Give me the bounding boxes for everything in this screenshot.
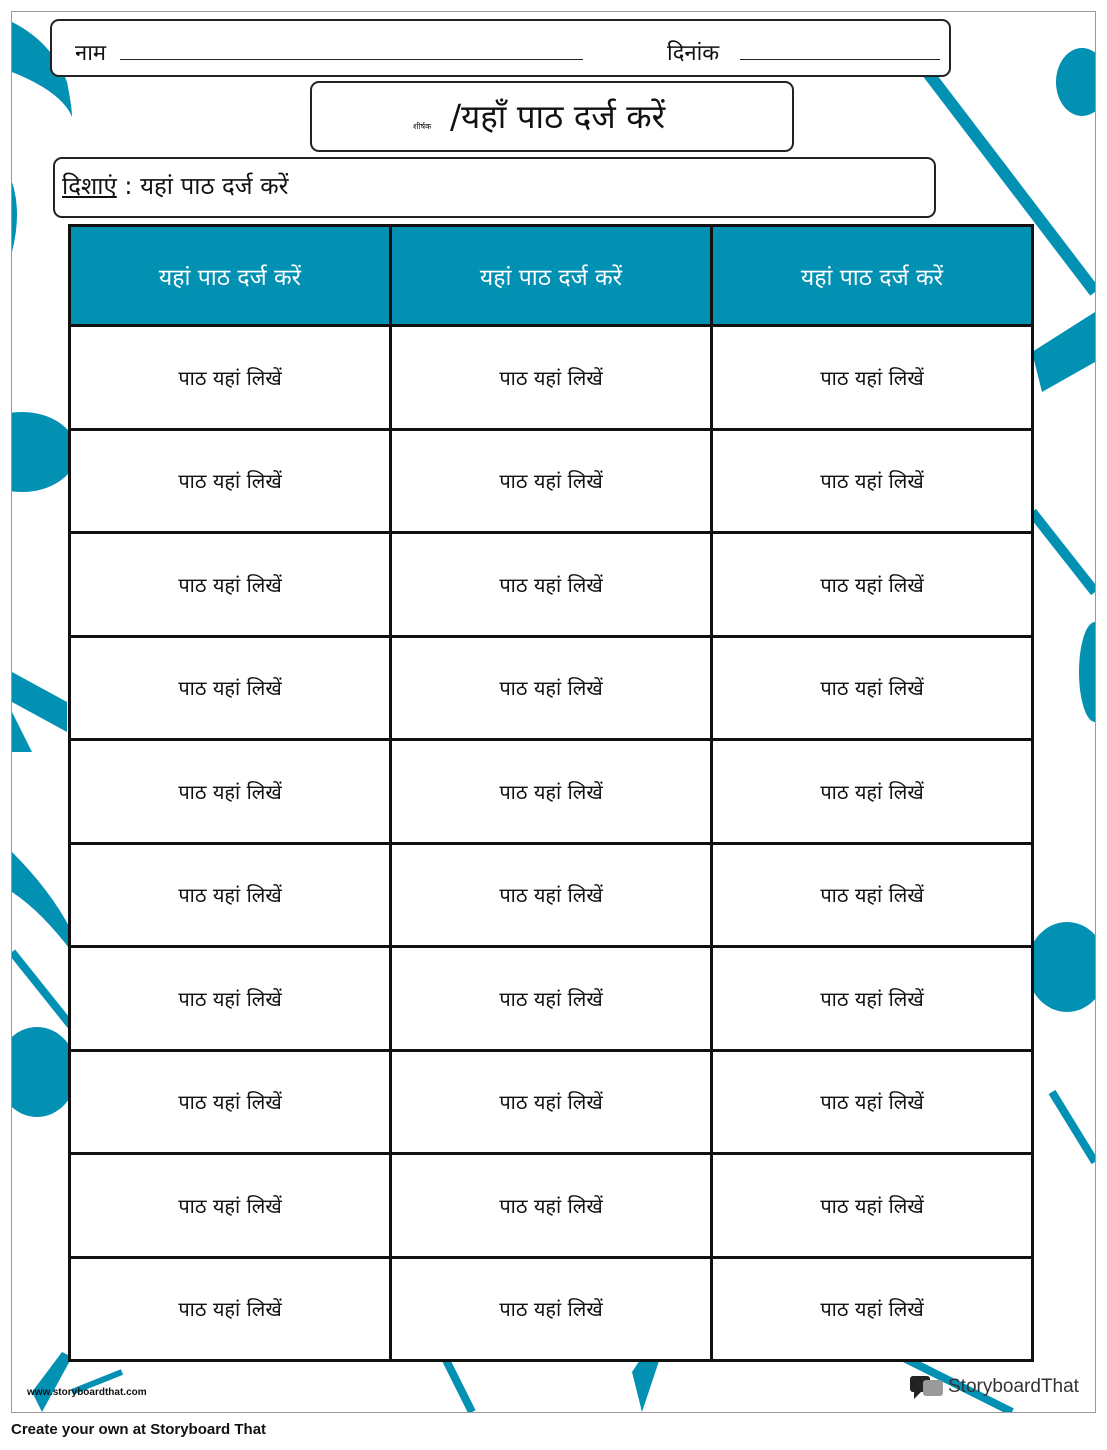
table-cell: पाठ यहां लिखें bbox=[70, 429, 391, 533]
table-cell: पाठ यहां लिखें bbox=[712, 429, 1033, 533]
table-cell: पाठ यहां लिखें bbox=[391, 429, 712, 533]
table-cell: पाठ यहां लिखें bbox=[391, 533, 712, 637]
table-cell: पाठ यहां लिखें bbox=[712, 843, 1033, 947]
table-cell: पाठ यहां लिखें bbox=[391, 740, 712, 844]
create-your-own-link[interactable]: Create your own at Storyboard That bbox=[11, 1421, 267, 1438]
table-cell: पाठ यहां लिखें bbox=[712, 1257, 1033, 1361]
table-row bbox=[70, 1154, 1033, 1258]
music-note-flag-icon bbox=[12, 852, 72, 952]
footer-url[interactable]: www.storyboardthat.com bbox=[27, 1387, 147, 1398]
table-cell: पाठ यहां लिखें bbox=[70, 843, 391, 947]
worksheet-table bbox=[68, 224, 1034, 1362]
page-title: /यहाँ पाठ दर्ज करें bbox=[450, 97, 666, 136]
table-row bbox=[70, 533, 1033, 637]
table-header-cell: यहां पाठ दर्ज करें bbox=[712, 226, 1033, 326]
directions-label: दिशाएं bbox=[62, 172, 117, 200]
table-header-row bbox=[70, 226, 1033, 326]
music-note-head-icon bbox=[1027, 922, 1095, 1012]
table-cell: पाठ यहां लिखें bbox=[712, 533, 1033, 637]
table-cell: पाठ यहां लिखें bbox=[391, 1154, 712, 1258]
table-cell: पाठ यहां लिखें bbox=[391, 326, 712, 430]
table-cell: पाठ यहां लिखें bbox=[70, 740, 391, 844]
date-label: दिनांक bbox=[667, 41, 720, 66]
storyboardthat-logo[interactable] bbox=[910, 1374, 1079, 1400]
table-cell: पाठ यहां लिखें bbox=[712, 947, 1033, 1051]
music-note-head-icon bbox=[1056, 48, 1095, 116]
table-header-cell: यहां पाठ दर्ज करें bbox=[70, 226, 391, 326]
table-cell: पाठ यहां लिखें bbox=[712, 636, 1033, 740]
table-cell: पाठ यहां लिखें bbox=[712, 740, 1033, 844]
speech-bubble-icon bbox=[910, 1374, 944, 1400]
table-cell: पाठ यहां लिखें bbox=[70, 326, 391, 430]
title-box bbox=[310, 81, 794, 152]
table-cell: पाठ यहां लिखें bbox=[391, 947, 712, 1051]
directions-box bbox=[53, 157, 936, 218]
table-row bbox=[70, 740, 1033, 844]
name-field-line[interactable] bbox=[120, 59, 583, 60]
table-cell: पाठ यहां लिखें bbox=[70, 1257, 391, 1361]
table-cell: पाठ यहां लिखें bbox=[391, 636, 712, 740]
name-date-box bbox=[50, 19, 951, 77]
directions-text-wrapper bbox=[62, 169, 288, 202]
table-cell: पाठ यहां लिखें bbox=[391, 843, 712, 947]
table-cell: पाठ यहां लिखें bbox=[70, 947, 391, 1051]
table-cell: पाठ यहां लिखें bbox=[70, 533, 391, 637]
date-field-line[interactable] bbox=[740, 59, 940, 60]
table-cell: पाठ यहां लिखें bbox=[712, 1050, 1033, 1154]
title-small-label: शीर्षक bbox=[413, 122, 432, 131]
table-row bbox=[70, 636, 1033, 740]
logo-text: StoryboardThat bbox=[948, 1376, 1079, 1397]
table-row bbox=[70, 1050, 1033, 1154]
table-cell: पाठ यहां लिखें bbox=[712, 326, 1033, 430]
table-cell: पाठ यहां लिखें bbox=[391, 1050, 712, 1154]
table-cell: पाठ यहां लिखें bbox=[70, 1154, 391, 1258]
table-row bbox=[70, 947, 1033, 1051]
table-row bbox=[70, 326, 1033, 430]
worksheet-page bbox=[11, 11, 1096, 1413]
table-cell: पाठ यहां लिखें bbox=[70, 1050, 391, 1154]
table-row bbox=[70, 1257, 1033, 1361]
name-label: नाम bbox=[75, 41, 107, 66]
table-cell: पाठ यहां लिखें bbox=[391, 1257, 712, 1361]
table-cell: पाठ यहां लिखें bbox=[70, 636, 391, 740]
table-header-cell: यहां पाठ दर्ज करें bbox=[391, 226, 712, 326]
table-row bbox=[70, 429, 1033, 533]
directions-separator: : bbox=[116, 172, 141, 200]
table-row bbox=[70, 843, 1033, 947]
table-cell: पाठ यहां लिखें bbox=[712, 1154, 1033, 1258]
directions-text: यहां पाठ दर्ज करें bbox=[140, 172, 289, 200]
